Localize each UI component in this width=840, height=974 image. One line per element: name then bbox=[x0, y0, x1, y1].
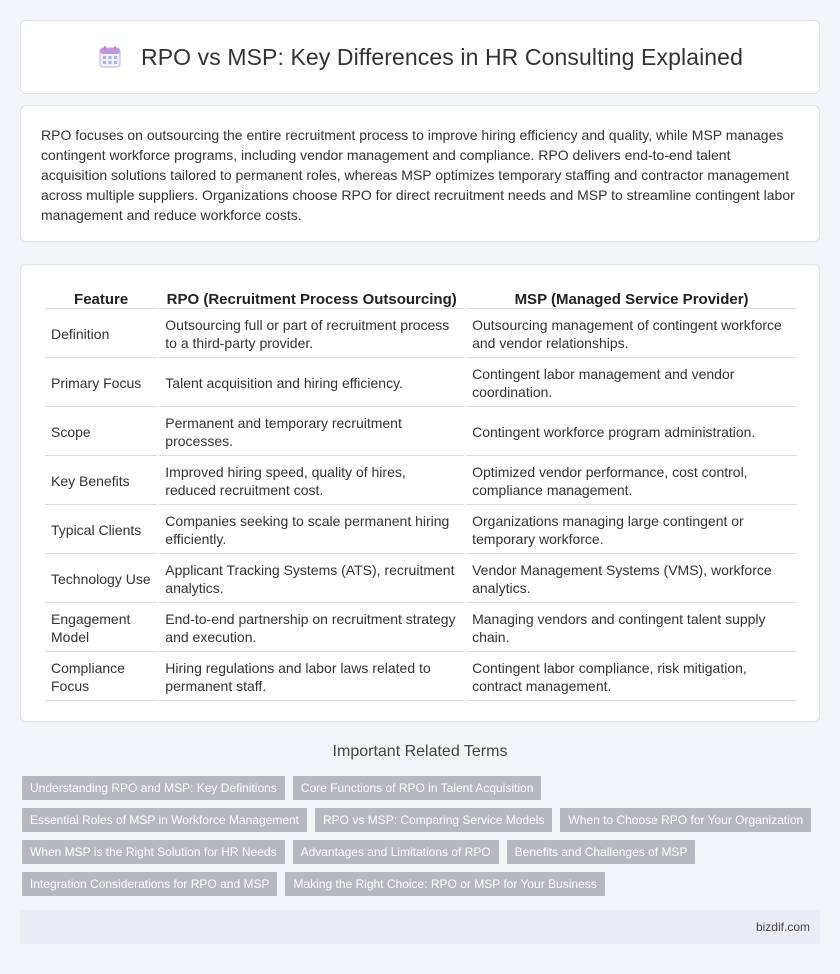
footer bbox=[20, 910, 820, 944]
related-term-link[interactable]: Advantages and Limitations of RPO bbox=[293, 840, 499, 864]
related-term-link[interactable]: Understanding RPO and MSP: Key Definitions bbox=[22, 776, 285, 800]
tag-row bbox=[22, 808, 818, 832]
msp-cell: Optimized vendor performance, cost control, compliance management. bbox=[466, 458, 797, 505]
table-row bbox=[45, 360, 797, 407]
related-term-link[interactable]: Essential Roles of MSP in Workforce Management bbox=[22, 808, 307, 832]
rpo-cell: Talent acquisition and hiring efficiency. bbox=[159, 360, 464, 407]
title-card bbox=[20, 20, 820, 94]
feature-cell: Engagement Model bbox=[45, 605, 157, 652]
table-row bbox=[45, 507, 797, 554]
table-header-row bbox=[45, 285, 797, 309]
msp-cell: Contingent labor management and vendor coordination. bbox=[466, 360, 797, 407]
table-row bbox=[45, 409, 797, 456]
comparison-table bbox=[43, 283, 799, 703]
msp-cell: Managing vendors and contingent talent supply chain. bbox=[466, 605, 797, 652]
feature-cell: Primary Focus bbox=[45, 360, 157, 407]
rpo-cell: Companies seeking to scale permanent hiring efficiently. bbox=[159, 507, 464, 554]
tag-row bbox=[22, 872, 818, 896]
tag-row bbox=[22, 776, 818, 800]
table-row bbox=[45, 605, 797, 652]
comparison-table-card bbox=[20, 264, 820, 722]
msp-cell: Contingent workforce program administration. bbox=[466, 409, 797, 456]
calendar-icon bbox=[97, 44, 123, 70]
rpo-cell: Hiring regulations and labor laws related to permanent staff. bbox=[159, 654, 464, 701]
table-row bbox=[45, 654, 797, 701]
msp-cell: Organizations managing large contingent or temporary workforce. bbox=[466, 507, 797, 554]
intro-card bbox=[20, 105, 820, 242]
header-feature: Feature bbox=[45, 285, 157, 309]
header-msp: MSP (Managed Service Provider) bbox=[466, 285, 797, 309]
rpo-cell: Applicant Tracking Systems (ATS), recruitment analytics. bbox=[159, 556, 464, 603]
related-terms-list bbox=[22, 776, 818, 904]
rpo-cell: Outsourcing full or part of recruitment process to a third-party provider. bbox=[159, 311, 464, 358]
rpo-cell: Improved hiring speed, quality of hires, reduced recruitment cost. bbox=[159, 458, 464, 505]
table-row bbox=[45, 458, 797, 505]
feature-cell: Scope bbox=[45, 409, 157, 456]
related-term-link[interactable]: RPO vs MSP: Comparing Service Models bbox=[315, 808, 552, 832]
header-rpo: RPO (Recruitment Process Outsourcing) bbox=[159, 285, 464, 309]
site-link[interactable]: bizdif.com bbox=[755, 920, 810, 934]
related-term-link[interactable]: When MSP is the Right Solution for HR Needs bbox=[22, 840, 285, 864]
feature-cell: Key Benefits bbox=[45, 458, 157, 505]
page-title: RPO vs MSP: Key Differences in HR Consulting Explained bbox=[141, 43, 743, 70]
table-row bbox=[45, 311, 797, 358]
related-term-link[interactable]: Integration Considerations for RPO and MSP bbox=[22, 872, 277, 896]
rpo-cell: Permanent and temporary recruitment processes. bbox=[159, 409, 464, 456]
feature-cell: Definition bbox=[45, 311, 157, 358]
msp-cell: Outsourcing management of contingent workforce and vendor relationships. bbox=[466, 311, 797, 358]
related-terms-title: Important Related Terms bbox=[332, 743, 508, 760]
related-term-link[interactable]: When to Choose RPO for Your Organization bbox=[560, 808, 811, 832]
table-row bbox=[45, 556, 797, 603]
feature-cell: Compliance Focus bbox=[45, 654, 157, 701]
related-term-link[interactable]: Benefits and Challenges of MSP bbox=[507, 840, 696, 864]
related-term-link[interactable]: Core Functions of RPO in Talent Acquisition bbox=[293, 776, 542, 800]
tag-row bbox=[22, 840, 818, 864]
msp-cell: Contingent labor compliance, risk mitigation, contract management. bbox=[466, 654, 797, 701]
rpo-cell: End-to-end partnership on recruitment strategy and execution. bbox=[159, 605, 464, 652]
msp-cell: Vendor Management Systems (VMS), workforce analytics. bbox=[466, 556, 797, 603]
related-term-link[interactable]: Making the Right Choice: RPO or MSP for Your Business bbox=[285, 872, 604, 896]
feature-cell: Typical Clients bbox=[45, 507, 157, 554]
intro-text: RPO focuses on outsourcing the entire recruitment process to improve hiring efficiency and quality, while MSP manages contingent workforce programs, including vendor management and compliance. RPO delivers end-to-end talent acquisition solutions tailored to permanent roles, whereas MSP optimizes temporary staffing and contractor management across multiple suppliers. Organizations choose RPO for direct recruitment needs and MSP to streamline contingent labor management and reduce workforce costs. bbox=[41, 127, 795, 223]
feature-cell: Technology Use bbox=[45, 556, 157, 603]
